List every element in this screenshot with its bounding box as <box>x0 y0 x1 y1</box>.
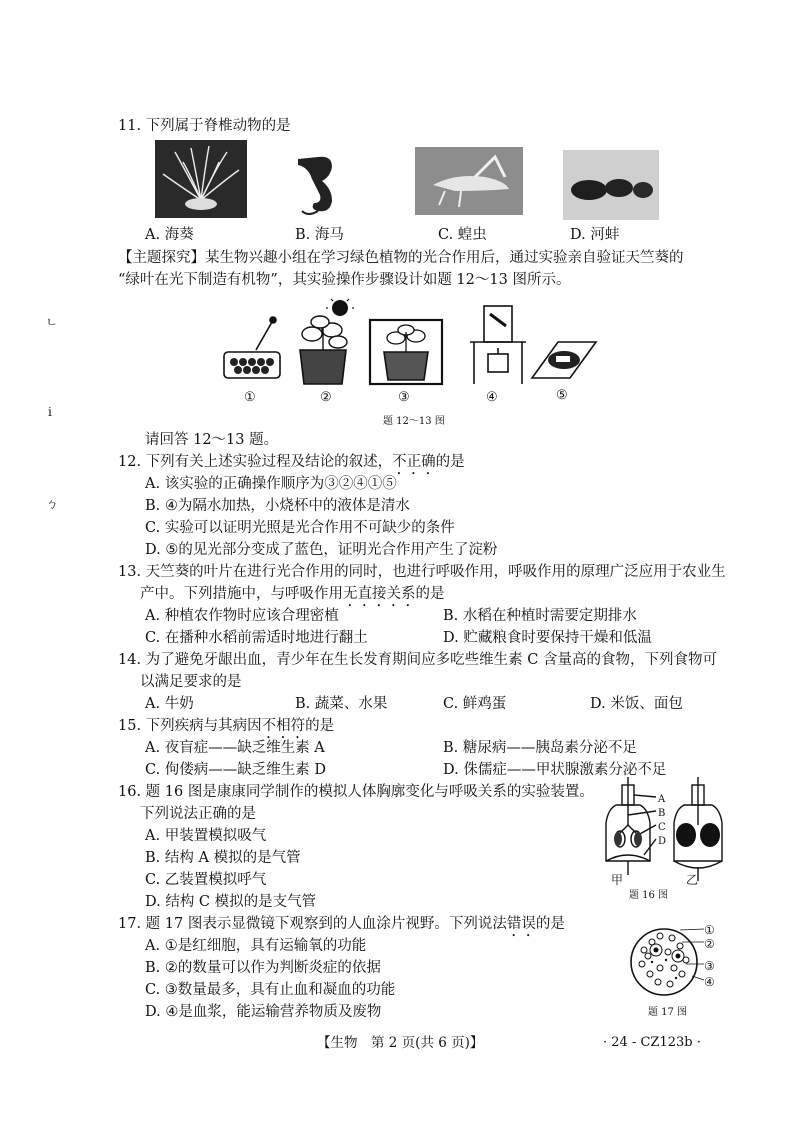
fig-12-13-caption: 题 12～13 图 <box>383 416 445 427</box>
experiment-steps-figure <box>220 298 600 408</box>
q16-line2: 下列说法正确的是 <box>140 806 256 822</box>
q11-option-a: A. 海葵 <box>145 227 194 243</box>
theme-intro-line1: 【主题探究】某生物兴趣小组在学习绿色植物的光合作用后，通过实验亲自验证天竺葵的 <box>118 250 684 266</box>
q17-stem-emph: 错误 <box>506 916 536 932</box>
margin-mark: ㄅ <box>46 497 59 511</box>
q14-line1: 14. 为了避免牙龈出血，青少年在生长发育期间应多吃些维生素 C 含量高的食物，下列食物可 <box>118 652 717 668</box>
q12-stem-emph: 不正确 <box>392 454 436 470</box>
q12-option-b: B. ④为隔水加热，小烧杯中的液体是清水 <box>145 498 410 514</box>
q12-stem-b: 的是 <box>435 454 465 470</box>
q11-option-c: C. 蝗虫 <box>438 227 487 243</box>
sea-anemone-icon <box>155 140 247 218</box>
fig16-label-c: C <box>658 822 666 833</box>
page-footer: 【生物 第 2 页(共 6 页)】 <box>317 1035 484 1051</box>
fig16-caption: 题 16 图 <box>629 890 669 901</box>
q11-stem: 11. 下列属于脊椎动物的是 <box>118 118 291 134</box>
locust-photo <box>415 147 523 215</box>
step-label-5: ⑤ <box>556 388 568 403</box>
answer-prompt: 请回答 12～13 题。 <box>145 432 279 448</box>
q11-option-b: B. 海马 <box>295 227 344 243</box>
fig17-label-2: ② <box>704 937 715 951</box>
q12-option-d: D. ⑤的见光部分变成了蓝色，证明光合作用产生了淀粉 <box>145 542 498 558</box>
q17-option-a: A. ①是红细胞，具有运输氧的功能 <box>145 938 367 954</box>
step-label-4: ④ <box>486 390 498 405</box>
q16-option-d: D. 结构 C 模拟的是支气管 <box>145 894 317 910</box>
fig17-caption: 题 17 图 <box>648 1007 688 1018</box>
seahorse-icon <box>288 145 358 220</box>
q12-option-a: A. 该实验的正确操作顺序为③②④①⑤ <box>145 476 397 492</box>
locust-icon <box>415 147 523 215</box>
experiment-steps-diagram <box>220 298 600 408</box>
q17-option-b: B. ②的数量可以作为判断炎症的依据 <box>145 960 381 976</box>
margin-mark: i <box>48 405 52 419</box>
q15-option-a: A. 夜盲症——缺乏维生素 A <box>145 740 325 756</box>
q16-option-a: A. 甲装置模拟吸气 <box>145 828 267 844</box>
q15-option-b: B. 糖尿病——胰岛素分泌不足 <box>443 740 637 756</box>
q14-option-c: C. 鲜鸡蛋 <box>443 696 507 712</box>
fig17-label-4: ④ <box>704 975 715 989</box>
mussel-icon <box>563 150 659 220</box>
q13-option-d: D. 贮藏粮食时要保持干燥和低温 <box>443 630 652 646</box>
q13-line2-a: 产中。下列措施中，与呼吸作用 <box>140 586 343 602</box>
q17-stem-a: 17. 题 17 图表示显微镜下观察到的人血涂片视野。下列说法 <box>118 916 507 932</box>
q17-option-c: C. ③数量最多，具有止血和凝血的功能 <box>145 982 396 998</box>
q15-option-d: D. 侏儒症——甲状腺激素分泌不足 <box>443 762 667 778</box>
fig17-label-1: ① <box>704 923 715 937</box>
margin-mark: ㄴ <box>46 315 58 329</box>
q16-option-c: C. 乙装置模拟呼气 <box>145 872 267 888</box>
q13-line2-emph: 无直接关系 <box>343 586 416 602</box>
q16-line1: 16. 题 16 图是康康同学制作的模拟人体胸廓变化与呼吸关系的实验装置。 <box>118 784 594 800</box>
q14-option-b: B. 蔬菜、水果 <box>295 696 388 712</box>
paper-code: · 24 - CZ123b · <box>603 1035 701 1050</box>
q13-line2-b: 的是 <box>415 586 445 602</box>
q15-stem-a: 15. 下列疾病与其病因 <box>118 718 262 734</box>
q15-stem-b: 的是 <box>305 718 335 734</box>
q13-option-c: C. 在播种水稻前需适时地进行翻土 <box>145 630 368 646</box>
theme-intro-line2: “绿叶在光下制造有机物”，其实验操作步骤设计如题 12～13 图所示。 <box>118 272 571 288</box>
q13-option-b: B. 水稻在种植时需要定期排水 <box>443 608 637 624</box>
sea-anemone-photo <box>155 140 247 218</box>
q14-option-d: D. 米饭、面包 <box>590 696 683 712</box>
fig16-label-b: B <box>658 808 666 819</box>
fig16-label-a: A <box>658 794 666 805</box>
step-label-3: ③ <box>398 390 410 405</box>
q17-stem-b: 的是 <box>535 916 565 932</box>
fig16-label-d: D <box>658 836 667 847</box>
seahorse-figure <box>288 145 358 220</box>
q12-stem-a: 12. 下列有关上述实验过程及结论的叙述， <box>118 454 393 470</box>
q13-line1: 13. 天竺葵的叶片在进行光合作用的同时，也进行呼吸作用，呼吸作用的原理广泛应用于农业生 <box>118 564 726 580</box>
step-label-1: ① <box>244 390 256 405</box>
step-label-2: ② <box>320 390 332 405</box>
q14-line2: 以满足要求的是 <box>140 674 242 690</box>
q12-option-c: C. 实验可以证明光照是光合作用不可缺少的条件 <box>145 520 455 536</box>
q11-option-d: D. 河蚌 <box>570 227 620 243</box>
mussel-photo <box>563 150 659 220</box>
q15-stem-emph: 不相符 <box>261 718 306 734</box>
q15-option-c: C. 佝偻病——缺乏维生素 D <box>145 762 327 778</box>
q16-option-b: B. 结构 A 模拟的是气管 <box>145 850 301 866</box>
device-name-yi: 乙 <box>686 873 699 887</box>
device-name-jia: 甲 <box>611 873 624 887</box>
fig17-label-3: ③ <box>704 959 715 973</box>
q13-option-a: A. 种植农作物时应该合理密植 <box>145 608 339 624</box>
q17-option-d: D. ④是血浆，能运输营养物质及废物 <box>145 1004 382 1020</box>
q14-option-a: A. 牛奶 <box>145 696 194 712</box>
